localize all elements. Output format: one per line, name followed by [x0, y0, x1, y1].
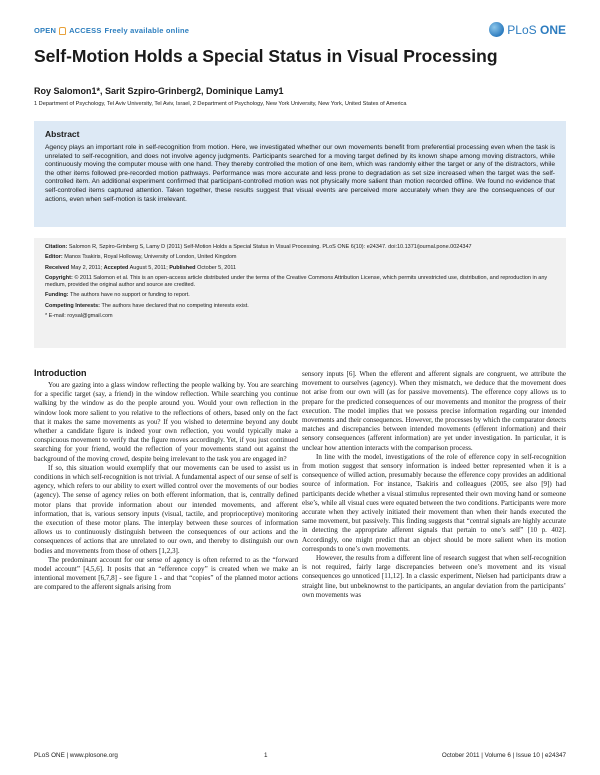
- abstract-box: [34, 121, 566, 227]
- page-number: 1: [264, 752, 268, 759]
- journal-header: [34, 22, 566, 40]
- paragraph: sensory inputs [6]. When the efferent and afferent signals are congruent, we attribute the movement to ourselves (agency). When they mismatch, we deduce that the movement does not arise from our own will (as for passive movements). The efference copy allows us to prepare for the predicted consequences of our movements and monitor the progress of their execution. The model implies that we possess precise information regarding our intended movements and their consequences. However, the processes by which the comparator detects matches and discrepancies between intended movements (efferent information) and their sensory consequences (afferent information) are yet under investigation. In particular, it is unclear how attention interacts with the comparison process.: [302, 370, 566, 452]
- body-column-left: [34, 381, 298, 593]
- author-list: Roy Salomon1*, Sarit Szpiro-Grinberg2, Dominique Lamy1: [34, 86, 284, 96]
- article-metadata: [34, 238, 566, 348]
- plos-disc-icon: [489, 22, 504, 37]
- page-footer: [34, 752, 566, 759]
- dates: Received May 2, 2011; Accepted August 5, 2011; Published October 5, 2011: [45, 264, 237, 271]
- article-title: Self-Motion Holds a Special Status in Visual Processing: [34, 46, 498, 66]
- freely-available-label: Freely available online: [104, 26, 190, 35]
- open-lock-icon: [59, 27, 66, 35]
- abstract-heading: Abstract: [45, 129, 80, 139]
- open-label: OPEN: [34, 26, 57, 35]
- affiliations: 1 Department of Psychology, Tel Aviv University, Tel Aviv, Israel, 2 Department of Psychology, New York University, New York, United States of America: [34, 101, 407, 107]
- plos-wordmark: PLoS ONE: [507, 22, 566, 37]
- funding: Funding: The authors have no support or funding to report.: [45, 292, 190, 299]
- journal-site: PLoS ONE | www.plosone.org: [34, 752, 118, 759]
- body-column-right: [302, 370, 566, 600]
- open-access-badge: [34, 26, 189, 35]
- paragraph: If so, this situation would exemplify that our movements can be used to assist us in conditions in which self-recognition is not trivial. A fundamental aspect of our sense of self is agency, which refers to our ability to exert willed control over the movements of our bodies (agency). The sense of agency relies on both efferent information, that is, centrally defined motor plans that provide information about our intended movements, and afferent information, that is, various sensory inputs (visual, tactile, and proprioceptive) monitoring the execution of these motor plans. The interplay between these sources of information allows us to continuously distinguish between the consequences of our actions and the consequences of actions that are unrelated to our own, and thereby to distinguish our own bodies and movements from those of others [1,2,3].: [34, 463, 298, 555]
- competing-interests: Competing Interests: The authors have declared that no competing interests exist.: [45, 302, 249, 309]
- paragraph: The predominant account for our sense of agency is often referred to as the “forward model account” [4,5,6]. It posits that an “efference copy” is created when we make an intentional movement [6,7,8] - see figure 1 - and that “copies” of the planned motor actions are compared to the afferent signals arising from: [34, 555, 298, 592]
- plos-one-logo: [489, 22, 566, 37]
- paragraph: However, the results from a different line of research suggest that when self-recognition is not required, fairly large discrepancies between one’s movement and its visual consequences go unnoticed [11,12]. In a classic experiment, Nielsen had participants draw a straight line, but unbeknownst to the participants, an angular deviation from the participants’ own movements was: [302, 554, 566, 599]
- paragraph: In line with the model, investigations of the role of efference copy in self-recognition from motion suggest that sensory information is indeed better represented when it is a consequence of willed action, presumably because the efference copy provides an additional source of information. For instance, Tsakiris and colleagues (2005, see also [9]) had participants decide whether a visual stimulus represented their own moving hand or someone else’s, while all visual cues were equated between the two conditions. Participants were more accurate when they actively initiated their movement than when their hands executed the same movement, but passively. This finding suggests that “central signals are highly accurate in detecting the appropriate afferent signals that pertain to one’s self” [10 p. 402]. Accordingly, one might predict that an object should be more salient when its motion corresponds to one’s own movements.: [302, 452, 566, 553]
- abstract-text: Agency plays an important role in self-recognition from motion. Here, we investigated whether our own movements benefit from preferential processing even when the task is unrelated to self-recognition, and does not involve agency judgments. Participants searched for a moving target defined by its known shape among moving distractors, while continuously moving the computer mouse with one hand. They thereby controlled the motion of one item, which was randomly either the target or any of the distractors, while the other items followed pre-recorded motion pathways. Performance was more accurate and less prone to degradation as set size increased when the target was the self-controlled item. An additional experiment confirmed that participant-controlled motion was not physically more salient than motion recorded offline. We found no evidence that self-controlled items captured attention. Taken together, these results suggest that visual events are perceived more accurately when they are the consequences of our actions, even when self-motion is task irrelevant.: [45, 144, 555, 203]
- access-label: ACCESS: [69, 26, 102, 35]
- corresponding-email: * E-mail: roysal@gmail.com: [45, 313, 113, 320]
- paragraph: You are gazing into a glass window reflecting the people walking by. You are searching for a specific target (say, a friend) in the window reflection. While searching you continue walking by the window as do the people around you. Would your own reflection in the window look more salient to you relative to the reflections of others, based only on the fact that it makes the same movements as you? If you wished to determine beyond any doubt whether a candidate figure is indeed your own reflection, you would typically make a conspicuous movement to verify that the figure moves accordingly. Yet, if you just continued searching for your friend, would the reflection of your movements stand out against the background of the moving crowd, despite being irrelevant to the task you are engaged in?: [34, 381, 298, 463]
- introduction-heading: Introduction: [34, 368, 87, 378]
- issue-info: October 2011 | Volume 6 | Issue 10 | e24347: [441, 752, 566, 759]
- editor: Editor: Manos Tsakiris, Royal Holloway, University of London, United Kingdom: [45, 254, 237, 261]
- citation: Citation: Salomon R, Szpiro-Grinberg S, Lamy D (2011) Self-Motion Holds a Special Status in Visual Processing. PLoS ONE 6(10): e24347. doi:10.1371/journal.pone.0024347: [45, 244, 472, 250]
- copyright: Copyright: © 2011 Salomon et al. This is an open-access article distributed under the terms of the Creative Commons Attribution License, which permits unrestricted use, distribution, and reproduction in any medium, provided the original author and source are credited.: [45, 275, 548, 288]
